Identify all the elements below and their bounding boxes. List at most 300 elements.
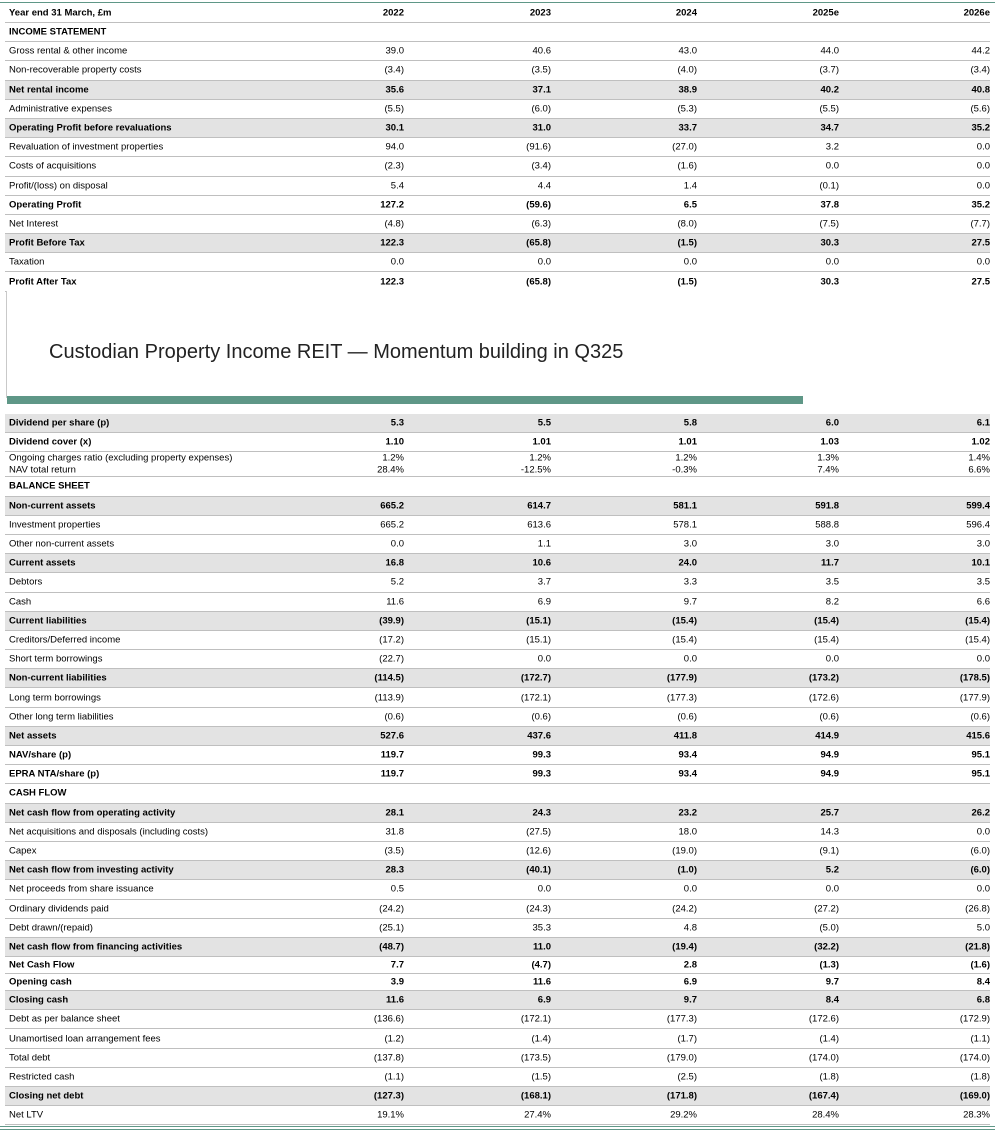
row-label: Net acquisitions and disposals (including costs) bbox=[9, 826, 209, 838]
cell-value: (1.4) bbox=[531, 1033, 551, 1045]
cell-value: 7.7 bbox=[390, 959, 404, 971]
row-label: EPRA NTA/share (p) bbox=[9, 768, 100, 780]
cell-value: (4.0) bbox=[677, 64, 697, 76]
table-row bbox=[5, 919, 990, 938]
cell-value: 9.7 bbox=[683, 596, 697, 608]
row-label: Debtors bbox=[9, 576, 43, 588]
cell-value: 2.8 bbox=[683, 959, 697, 971]
row-label: Dividend cover (x) bbox=[9, 436, 92, 448]
cell-value: -12.5% bbox=[520, 464, 551, 476]
cell-value: 19.1% bbox=[377, 1109, 404, 1121]
cell-value: 5.2 bbox=[825, 864, 839, 876]
cell-value: 3.0 bbox=[825, 538, 839, 550]
row-label: Administrative expenses bbox=[9, 103, 112, 115]
cell-value: (48.7) bbox=[379, 941, 404, 953]
cell-value: (172.7) bbox=[520, 672, 551, 684]
cell-value: 581.1 bbox=[673, 500, 697, 512]
cell-value: 6.9 bbox=[537, 596, 551, 608]
table-row bbox=[5, 452, 990, 464]
cell-value: 0.0 bbox=[683, 256, 697, 268]
cell-value: 6.5 bbox=[683, 199, 697, 211]
cell-value: 0.0 bbox=[537, 883, 551, 895]
cell-value: 0.0 bbox=[976, 141, 990, 153]
row-label: Total debt bbox=[9, 1052, 51, 1064]
cell-value: 40.6 bbox=[532, 45, 551, 57]
year-header: 2022 bbox=[382, 7, 404, 19]
cell-value: (27.0) bbox=[672, 141, 697, 153]
row-label: NAV/share (p) bbox=[9, 749, 72, 761]
cell-value: (8.0) bbox=[677, 218, 697, 230]
cell-value: (0.6) bbox=[531, 711, 551, 723]
cell-value: (15.1) bbox=[526, 634, 551, 646]
cell-value: (1.6) bbox=[677, 160, 697, 172]
cell-value: (1.2) bbox=[384, 1033, 404, 1045]
cell-value: (3.5) bbox=[531, 64, 551, 76]
row-label: CASH FLOW bbox=[9, 787, 67, 799]
cell-value: (6.0) bbox=[970, 845, 990, 857]
table-row bbox=[5, 991, 990, 1010]
cell-value: 28.3% bbox=[963, 1109, 990, 1121]
row-label: Non-current assets bbox=[9, 500, 96, 512]
cell-value: 0.0 bbox=[537, 653, 551, 665]
cell-value: 10.6 bbox=[532, 557, 551, 569]
table-row bbox=[5, 708, 990, 727]
table-row bbox=[5, 554, 990, 573]
cell-value: 26.2 bbox=[971, 807, 990, 819]
table-row bbox=[5, 414, 990, 433]
table-row bbox=[5, 157, 990, 176]
cell-value: 5.0 bbox=[976, 922, 990, 934]
cell-value: 94.9 bbox=[820, 768, 839, 780]
cell-value: 0.0 bbox=[976, 180, 990, 192]
row-label: NAV total return bbox=[9, 464, 76, 476]
cell-value: (4.7) bbox=[531, 959, 551, 971]
cell-value: 5.5 bbox=[537, 417, 551, 429]
row-label: Capex bbox=[9, 845, 37, 857]
cell-value: 6.6% bbox=[968, 464, 990, 476]
cell-value: 16.8 bbox=[385, 557, 404, 569]
table-row bbox=[5, 138, 990, 157]
cell-value: 94.9 bbox=[820, 749, 839, 761]
year-header: 2023 bbox=[529, 7, 551, 19]
cell-value: (2.5) bbox=[677, 1071, 697, 1083]
cell-value: 9.7 bbox=[683, 994, 697, 1006]
row-label: Net proceeds from share issuance bbox=[9, 883, 154, 895]
cell-value: (5.3) bbox=[677, 103, 697, 115]
table-row bbox=[5, 535, 990, 554]
cell-value: 95.1 bbox=[971, 749, 990, 761]
cell-value: (1.5) bbox=[531, 1071, 551, 1083]
cell-value: (4.8) bbox=[384, 218, 404, 230]
cell-value: (177.9) bbox=[666, 672, 697, 684]
cell-value: 99.3 bbox=[532, 749, 551, 761]
cell-value: 25.7 bbox=[820, 807, 839, 819]
cell-value: 665.2 bbox=[380, 519, 404, 531]
row-label: Cash bbox=[9, 596, 32, 608]
cell-value: (15.4) bbox=[672, 634, 697, 646]
cell-value: (17.2) bbox=[379, 634, 404, 646]
row-label: Debt drawn/(repaid) bbox=[9, 922, 93, 934]
cell-value: (1.8) bbox=[819, 1071, 839, 1083]
row-label: Profit After Tax bbox=[9, 276, 77, 288]
cell-value: 596.4 bbox=[966, 519, 990, 531]
cell-value: (127.3) bbox=[373, 1090, 404, 1102]
cell-value: 1.1 bbox=[537, 538, 551, 550]
cell-value: 414.9 bbox=[815, 730, 839, 742]
cell-value: 122.3 bbox=[380, 237, 404, 249]
table-row bbox=[5, 272, 990, 291]
cell-value: 11.0 bbox=[533, 941, 551, 953]
cell-value: 11.6 bbox=[386, 596, 404, 608]
row-label: Non-current liabilities bbox=[9, 672, 107, 684]
table-row bbox=[5, 765, 990, 784]
cell-value: (174.0) bbox=[959, 1052, 990, 1064]
row-label: Profit Before Tax bbox=[9, 237, 85, 249]
cell-value: (1.5) bbox=[677, 237, 697, 249]
cell-value: (177.3) bbox=[666, 1013, 697, 1025]
cell-value: (40.1) bbox=[526, 864, 551, 876]
row-label: Taxation bbox=[9, 256, 45, 268]
cell-value: 11.7 bbox=[821, 557, 839, 569]
cell-value: 3.5 bbox=[825, 576, 839, 588]
cell-value: 10.1 bbox=[971, 557, 990, 569]
table-row bbox=[5, 957, 990, 974]
cell-value: 31.8 bbox=[385, 826, 404, 838]
row-label: Other non-current assets bbox=[9, 538, 115, 550]
cell-value: 591.8 bbox=[815, 500, 839, 512]
cell-value: 99.3 bbox=[532, 768, 551, 780]
cell-value: (1.3) bbox=[819, 959, 839, 971]
cell-value: (137.8) bbox=[373, 1052, 404, 1064]
cell-value: 27.5 bbox=[971, 276, 990, 288]
cell-value: 1.01 bbox=[532, 436, 551, 448]
table-row bbox=[5, 119, 990, 138]
bottom-rule-2 bbox=[0, 1129, 995, 1130]
cell-value: 599.4 bbox=[966, 500, 990, 512]
cell-value: 6.0 bbox=[825, 417, 839, 429]
cell-value: 30.3 bbox=[820, 276, 839, 288]
table-row bbox=[5, 573, 990, 592]
table-row bbox=[5, 650, 990, 669]
row-label: Costs of acquisitions bbox=[9, 160, 97, 172]
cell-value: -0.3% bbox=[672, 464, 697, 476]
cell-value: (39.9) bbox=[379, 615, 404, 627]
cell-value: 6.9 bbox=[683, 976, 697, 988]
cell-value: 127.2 bbox=[380, 199, 404, 211]
table-row bbox=[5, 433, 990, 452]
table-row bbox=[5, 1068, 990, 1087]
cell-value: 35.2 bbox=[971, 122, 990, 134]
row-label: Debt as per balance sheet bbox=[9, 1013, 120, 1025]
row-label: Gross rental & other income bbox=[9, 45, 128, 57]
cell-value: 8.4 bbox=[825, 994, 839, 1006]
cell-value: (174.0) bbox=[808, 1052, 839, 1064]
cell-value: (172.6) bbox=[808, 1013, 839, 1025]
cell-value: (179.0) bbox=[666, 1052, 697, 1064]
cell-value: (167.4) bbox=[808, 1090, 839, 1102]
header-label: Year end 31 March, £m bbox=[9, 7, 112, 19]
cell-value: 1.4% bbox=[968, 452, 990, 464]
cell-value: (15.4) bbox=[672, 615, 697, 627]
cell-value: (9.1) bbox=[819, 845, 839, 857]
cell-value: (171.8) bbox=[666, 1090, 697, 1102]
cell-value: (173.5) bbox=[520, 1052, 551, 1064]
row-label: Opening cash bbox=[9, 976, 72, 988]
cell-value: 11.6 bbox=[386, 994, 404, 1006]
cell-value: 34.7 bbox=[820, 122, 839, 134]
cell-value: 3.5 bbox=[976, 576, 990, 588]
cell-value: 0.0 bbox=[976, 256, 990, 268]
row-label: Ongoing charges ratio (excluding property expenses) bbox=[9, 452, 233, 464]
cell-value: 1.10 bbox=[385, 436, 404, 448]
row-label: Closing net debt bbox=[9, 1090, 84, 1102]
cell-value: 37.1 bbox=[532, 84, 551, 96]
cell-value: 95.1 bbox=[971, 768, 990, 780]
table-row bbox=[5, 42, 990, 61]
cell-value: 5.4 bbox=[390, 180, 404, 192]
cell-value: 665.2 bbox=[380, 500, 404, 512]
table-row bbox=[5, 746, 990, 765]
table-row bbox=[5, 938, 990, 957]
row-label: Net Interest bbox=[9, 218, 59, 230]
financial-table-bottom bbox=[5, 414, 990, 1125]
table-row bbox=[5, 823, 990, 842]
cell-value: 93.4 bbox=[678, 768, 697, 780]
table-row bbox=[5, 61, 990, 80]
cell-value: (27.5) bbox=[526, 826, 551, 838]
cell-value: 5.8 bbox=[683, 417, 697, 429]
cell-value: 28.1 bbox=[385, 807, 404, 819]
cell-value: 40.8 bbox=[971, 84, 990, 96]
year-header: 2025e bbox=[812, 7, 839, 19]
cell-value: 29.2% bbox=[670, 1109, 697, 1121]
cell-value: (169.0) bbox=[959, 1090, 990, 1102]
table-row bbox=[5, 900, 990, 919]
cell-value: 614.7 bbox=[527, 500, 551, 512]
cell-value: 35.2 bbox=[971, 199, 990, 211]
cell-value: 7.4% bbox=[817, 464, 839, 476]
cell-value: (24.2) bbox=[379, 903, 404, 915]
cell-value: 1.02 bbox=[971, 436, 990, 448]
row-label: Profit/(loss) on disposal bbox=[9, 180, 108, 192]
cell-value: 28.3 bbox=[385, 864, 404, 876]
table-row bbox=[5, 842, 990, 861]
cell-value: 6.6 bbox=[976, 596, 990, 608]
cell-value: 0.0 bbox=[976, 160, 990, 172]
cell-value: 24.3 bbox=[532, 807, 551, 819]
row-label: Operating Profit before revaluations bbox=[9, 122, 172, 134]
cell-value: (65.8) bbox=[526, 237, 551, 249]
cell-value: (6.0) bbox=[970, 864, 990, 876]
table-row bbox=[5, 100, 990, 119]
top-rule bbox=[0, 2, 995, 3]
cell-value: (114.5) bbox=[374, 672, 404, 684]
cell-value: 1.2% bbox=[675, 452, 697, 464]
row-label: Restricted cash bbox=[9, 1071, 75, 1083]
cell-value: (5.6) bbox=[970, 103, 990, 115]
cell-value: (1.7) bbox=[677, 1033, 697, 1045]
cell-value: 437.6 bbox=[527, 730, 551, 742]
cell-value: 122.3 bbox=[380, 276, 404, 288]
cell-value: (136.6) bbox=[373, 1013, 404, 1025]
cell-value: (0.6) bbox=[819, 711, 839, 723]
row-label: Current liabilities bbox=[9, 615, 87, 627]
cell-value: 0.0 bbox=[825, 883, 839, 895]
row-label: Creditors/Deferred income bbox=[9, 634, 121, 646]
cell-value: 8.4 bbox=[976, 976, 990, 988]
table-row bbox=[5, 861, 990, 880]
cell-value: 94.0 bbox=[385, 141, 404, 153]
cell-value: (172.9) bbox=[959, 1013, 990, 1025]
cell-value: (5.0) bbox=[819, 922, 839, 934]
cell-value: 3.2 bbox=[825, 141, 839, 153]
row-label: Net rental income bbox=[9, 84, 89, 96]
cell-value: 415.6 bbox=[966, 730, 990, 742]
cell-value: (0.6) bbox=[677, 711, 697, 723]
table-row bbox=[5, 234, 990, 253]
cell-value: (15.4) bbox=[965, 615, 990, 627]
cell-value: (21.8) bbox=[965, 941, 990, 953]
cell-value: 0.0 bbox=[683, 653, 697, 665]
cell-value: 27.4% bbox=[524, 1109, 551, 1121]
cell-value: 35.3 bbox=[532, 922, 551, 934]
cell-value: (15.1) bbox=[526, 615, 551, 627]
table-row bbox=[5, 1010, 990, 1029]
cell-value: (172.1) bbox=[520, 692, 551, 704]
cell-value: (12.6) bbox=[526, 845, 551, 857]
cell-value: 119.7 bbox=[380, 749, 404, 761]
cell-value: 1.2% bbox=[529, 452, 551, 464]
cell-value: (3.7) bbox=[819, 64, 839, 76]
row-label: Ordinary dividends paid bbox=[9, 903, 109, 915]
cell-value: 578.1 bbox=[673, 519, 697, 531]
cell-value: 44.2 bbox=[971, 45, 990, 57]
table-row bbox=[5, 1049, 990, 1068]
row-label: Short term borrowings bbox=[9, 653, 103, 665]
cell-value: 6.9 bbox=[537, 994, 551, 1006]
table-row bbox=[5, 804, 990, 823]
cell-value: 0.5 bbox=[390, 883, 404, 895]
cell-value: (15.4) bbox=[965, 634, 990, 646]
cell-value: (0.6) bbox=[970, 711, 990, 723]
cell-value: 0.0 bbox=[825, 160, 839, 172]
row-label: BALANCE SHEET bbox=[9, 480, 90, 492]
cell-value: 6.1 bbox=[976, 417, 990, 429]
section-heading-row bbox=[5, 477, 990, 496]
title-banner bbox=[6, 291, 995, 398]
section-heading-row bbox=[5, 23, 990, 42]
table-row bbox=[5, 464, 990, 477]
cell-value: (7.5) bbox=[819, 218, 839, 230]
cell-value: (1.4) bbox=[819, 1033, 839, 1045]
cell-value: 33.7 bbox=[678, 122, 697, 134]
table-row bbox=[5, 688, 990, 707]
cell-value: 28.4% bbox=[377, 464, 404, 476]
cell-value: 11.6 bbox=[533, 976, 551, 988]
cell-value: 3.9 bbox=[390, 976, 404, 988]
row-label: Operating Profit bbox=[9, 199, 82, 211]
cell-value: (173.2) bbox=[808, 672, 839, 684]
cell-value: (1.8) bbox=[970, 1071, 990, 1083]
cell-value: 37.8 bbox=[820, 199, 839, 211]
cell-value: 14.3 bbox=[820, 826, 839, 838]
cell-value: (5.5) bbox=[384, 103, 404, 115]
cell-value: 4.8 bbox=[683, 922, 697, 934]
cell-value: 1.3% bbox=[817, 452, 839, 464]
cell-value: 18.0 bbox=[678, 826, 697, 838]
row-label: Closing cash bbox=[9, 994, 69, 1006]
cell-value: 1.03 bbox=[820, 436, 839, 448]
cell-value: (3.4) bbox=[531, 160, 551, 172]
cell-value: 39.0 bbox=[385, 45, 404, 57]
cell-value: (25.1) bbox=[379, 922, 404, 934]
table-row bbox=[5, 177, 990, 196]
row-label: Current assets bbox=[9, 557, 76, 569]
cell-value: (1.6) bbox=[970, 959, 990, 971]
row-label: INCOME STATEMENT bbox=[9, 26, 107, 38]
cell-value: 44.0 bbox=[820, 45, 839, 57]
cell-value: 1.2% bbox=[382, 452, 404, 464]
cell-value: (22.7) bbox=[379, 653, 404, 665]
cell-value: 5.2 bbox=[390, 576, 404, 588]
year-header: 2024 bbox=[675, 7, 697, 19]
row-label: Non-recoverable property costs bbox=[9, 64, 142, 76]
accent-bar bbox=[7, 396, 803, 404]
cell-value: 40.2 bbox=[820, 84, 839, 96]
cell-value: 3.0 bbox=[683, 538, 697, 550]
row-label: Net Cash Flow bbox=[9, 959, 75, 971]
cell-value: (0.1) bbox=[819, 180, 839, 192]
cell-value: (1.1) bbox=[970, 1033, 990, 1045]
cell-value: (26.8) bbox=[965, 903, 990, 915]
table-row bbox=[5, 974, 990, 991]
cell-value: 0.0 bbox=[976, 653, 990, 665]
cell-value: 24.0 bbox=[678, 557, 697, 569]
cell-value: (177.3) bbox=[666, 692, 697, 704]
cell-value: (1.5) bbox=[677, 276, 697, 288]
cell-value: 31.0 bbox=[532, 122, 551, 134]
report-title: Custodian Property Income REIT — Momentum building in Q325 bbox=[49, 341, 624, 363]
bottom-rule bbox=[0, 1126, 995, 1127]
table-row bbox=[5, 215, 990, 234]
cell-value: 28.4% bbox=[812, 1109, 839, 1121]
cell-value: 0.0 bbox=[825, 256, 839, 268]
cell-value: 3.3 bbox=[683, 576, 697, 588]
cell-value: 1.01 bbox=[678, 436, 697, 448]
table-row bbox=[5, 253, 990, 272]
cell-value: (24.3) bbox=[526, 903, 551, 915]
cell-value: 93.4 bbox=[678, 749, 697, 761]
cell-value: 38.9 bbox=[678, 84, 697, 96]
cell-value: (177.9) bbox=[959, 692, 990, 704]
cell-value: 588.8 bbox=[815, 519, 839, 531]
cell-value: 8.2 bbox=[825, 596, 839, 608]
row-label: Investment properties bbox=[9, 519, 101, 531]
cell-value: (3.4) bbox=[384, 64, 404, 76]
cell-value: 3.7 bbox=[537, 576, 551, 588]
cell-value: (19.4) bbox=[672, 941, 697, 953]
cell-value: (15.4) bbox=[814, 634, 839, 646]
cell-value: (1.1) bbox=[384, 1071, 404, 1083]
cell-value: (5.5) bbox=[819, 103, 839, 115]
cell-value: (168.1) bbox=[520, 1090, 551, 1102]
cell-value: (24.2) bbox=[672, 903, 697, 915]
cell-value: 9.7 bbox=[825, 976, 839, 988]
cell-value: 43.0 bbox=[678, 45, 697, 57]
row-label: Dividend per share (p) bbox=[9, 417, 110, 429]
table-row bbox=[5, 880, 990, 899]
cell-value: 0.0 bbox=[976, 826, 990, 838]
